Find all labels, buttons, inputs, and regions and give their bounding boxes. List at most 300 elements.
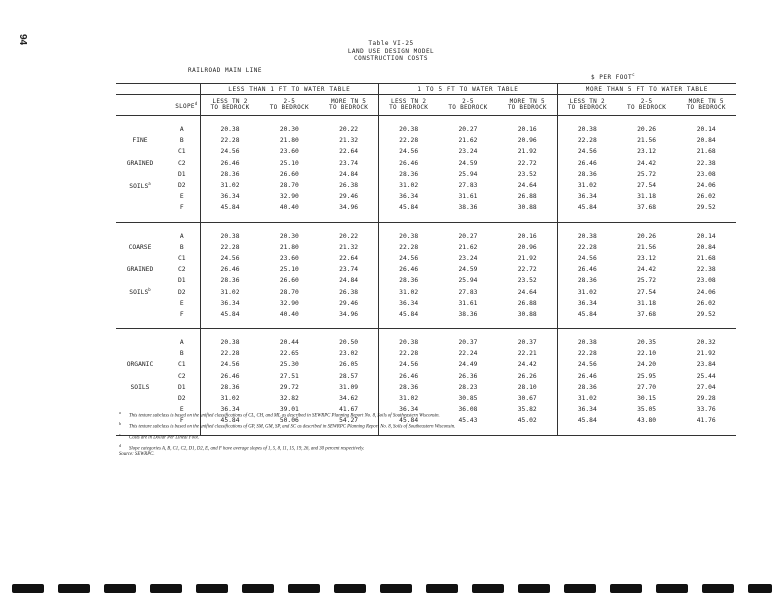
spacer-row — [116, 214, 736, 223]
cost-cell: 24.56 — [200, 146, 260, 157]
cost-cell: 21.62 — [458, 243, 478, 251]
spacer-cell — [557, 222, 617, 231]
slope-cell: B — [179, 137, 184, 145]
spacer-cell — [164, 214, 200, 223]
cost-cell: 43.80 — [637, 417, 657, 425]
slope-cell: D2 — [177, 288, 186, 296]
cost-cell: 45.84 — [200, 309, 260, 320]
cost-cell: 21.80 — [279, 137, 299, 145]
cost-cell: 28.10 — [517, 383, 537, 391]
cost-cell: 28.36 — [200, 169, 260, 180]
slope-cell: D1 — [177, 277, 186, 285]
cost-cell: 25.72 — [637, 277, 657, 285]
cost-cell: 20.32 — [696, 339, 716, 347]
cost-cell: 27.54 — [637, 182, 657, 190]
cost-cell: 23.74 — [339, 266, 359, 274]
column-header-line: TO BEDROCK — [269, 104, 309, 111]
cost-cell: 22.28 — [200, 348, 260, 359]
table-row — [116, 180, 736, 191]
cost-cell: 28.36 — [200, 275, 260, 286]
cost-cell: 26.26 — [517, 372, 537, 380]
column-header — [498, 95, 558, 116]
soil-label-text: FINE — [132, 137, 148, 145]
footnote — [119, 409, 759, 420]
spacer-cell — [260, 214, 320, 223]
cost-cell: 21.62 — [458, 137, 478, 145]
column-header-row — [116, 95, 736, 116]
cost-cell: 23.74 — [339, 159, 359, 167]
column-header-line: LESS TN 2 — [569, 98, 605, 105]
cost-cell: 24.56 — [200, 359, 260, 370]
column-header-line: 2-5 — [640, 98, 653, 105]
cost-cell: 21.56 — [637, 243, 657, 251]
cost-cell: 24.56 — [379, 253, 439, 264]
cost-cell: 24.56 — [557, 359, 617, 370]
spacer-cell — [379, 222, 439, 231]
cost-cell: 28.36 — [557, 275, 617, 286]
cost-cell: 26.46 — [379, 371, 439, 382]
cost-cell: 20.38 — [379, 337, 439, 348]
spacer-row — [116, 320, 736, 329]
cost-cell: 30.88 — [517, 310, 537, 318]
cost-cell: 28.23 — [458, 383, 478, 391]
cost-cell: 45.84 — [200, 415, 260, 426]
soil-label-text: GRAINED — [126, 266, 154, 274]
cost-cell: 30.15 — [637, 395, 657, 403]
cost-cell: 36.08 — [458, 406, 478, 414]
cost-cell: 20.35 — [637, 339, 657, 347]
table-row — [116, 124, 736, 135]
cost-cell: 26.46 — [200, 158, 260, 169]
cost-cell: 20.22 — [339, 232, 359, 240]
cost-cell: 22.28 — [379, 242, 439, 253]
cost-cell: 23.84 — [696, 361, 716, 369]
cost-cell: 31.02 — [379, 393, 439, 404]
spacer-cell — [116, 222, 164, 231]
cost-cell: 25.44 — [696, 372, 716, 380]
spacer-cell — [116, 214, 164, 223]
cost-cell: 24.64 — [517, 288, 537, 296]
table-row — [116, 264, 736, 275]
spacer-cell — [379, 329, 439, 338]
soil-label — [116, 348, 164, 359]
spacer-cell — [319, 329, 379, 338]
slope-cell: C2 — [177, 372, 186, 380]
cost-cell: 26.46 — [557, 264, 617, 275]
slope-cell: D1 — [177, 383, 186, 391]
spacer-cell — [200, 214, 260, 223]
footnote-text: This texture subclass is based on the unified classifications of CL, CH, and ML as described in SEWRPC Planning Report No. 8, Soils of Southeastern Wisconsin. — [129, 413, 440, 419]
soil-label-mark: b — [148, 287, 151, 293]
cost-cell: 24.42 — [517, 361, 537, 369]
cost-cell: 31.02 — [200, 180, 260, 191]
cost-cell: 31.02 — [557, 180, 617, 191]
cost-cell: 23.24 — [458, 254, 478, 262]
footnote-mark: d — [119, 442, 121, 448]
cost-cell: 31.02 — [379, 180, 439, 191]
cost-cell: 36.34 — [200, 191, 260, 202]
cost-cell: 36.34 — [200, 298, 260, 309]
cost-cell: 37.68 — [637, 310, 657, 318]
column-header-line: TO BEDROCK — [686, 104, 726, 111]
column-header-line: TO BEDROCK — [329, 104, 369, 111]
cost-cell: 26.46 — [379, 158, 439, 169]
cost-cell: 29.28 — [696, 395, 716, 403]
cost-cell: 54.27 — [339, 417, 359, 425]
cost-cell: 20.84 — [696, 243, 716, 251]
cost-cell: 24.59 — [458, 266, 478, 274]
subtitle-left: RAILROAD MAIN LINE — [188, 67, 263, 74]
cost-cell: 20.27 — [458, 126, 478, 134]
slope-cell: D2 — [177, 395, 186, 403]
column-header-line: 2-5 — [283, 98, 296, 105]
cost-cell: 35.82 — [517, 406, 537, 414]
cost-cell: 22.28 — [379, 135, 439, 146]
cost-cell: 24.59 — [458, 159, 478, 167]
cost-cell: 31.02 — [557, 286, 617, 297]
spacer-row — [116, 329, 736, 338]
spacer-cell — [319, 320, 379, 329]
group-header: 1 TO 5 FT TO WATER TABLE — [379, 84, 558, 95]
cost-cell: 21.68 — [696, 148, 716, 156]
soil-label-text: GRAINED — [126, 159, 154, 167]
cost-cell: 20.27 — [458, 232, 478, 240]
cost-cell: 34.96 — [339, 204, 359, 212]
spacer-cell — [260, 329, 320, 338]
slope-cell: E — [179, 193, 184, 201]
spacer-cell — [260, 116, 320, 125]
slope-header-text: SLOPE — [175, 102, 195, 110]
soil-label — [116, 231, 164, 242]
spacer-cell — [438, 222, 498, 231]
cost-cell: 25.10 — [279, 159, 299, 167]
cost-cell: 23.12 — [637, 148, 657, 156]
spacer-cell — [319, 222, 379, 231]
slope-cell: E — [179, 299, 184, 307]
film-mark — [564, 584, 596, 593]
cost-cell: 25.72 — [637, 170, 657, 178]
cost-cell: 29.52 — [696, 204, 716, 212]
column-header — [676, 95, 736, 116]
cost-cell: 20.38 — [557, 124, 617, 135]
cost-cell: 36.34 — [379, 404, 439, 415]
subtitle-right — [591, 72, 635, 81]
film-mark — [104, 584, 136, 593]
cost-cell: 21.32 — [339, 243, 359, 251]
cost-table — [116, 83, 736, 436]
cost-cell: 22.21 — [517, 350, 537, 358]
slope-cell: B — [179, 350, 184, 358]
cost-cell: 28.36 — [379, 382, 439, 393]
cost-cell: 26.46 — [200, 371, 260, 382]
table-row — [116, 337, 736, 348]
cost-cell: 23.60 — [279, 148, 299, 156]
cost-cell: 36.34 — [379, 298, 439, 309]
cost-cell: 20.96 — [517, 137, 537, 145]
column-header-line: MORE TN 5 — [688, 98, 724, 105]
soil-label — [116, 393, 164, 404]
cost-cell: 24.56 — [379, 146, 439, 157]
cost-cell: 41.67 — [339, 406, 359, 414]
cost-cell: 50.06 — [279, 417, 299, 425]
cost-cell: 24.06 — [696, 182, 716, 190]
cost-cell: 38.36 — [458, 310, 478, 318]
cost-cell: 36.34 — [557, 404, 617, 415]
table-row — [116, 298, 736, 309]
film-mark — [656, 584, 688, 593]
cost-cell: 27.83 — [458, 288, 478, 296]
cost-cell: 31.61 — [458, 299, 478, 307]
cost-cell: 22.28 — [200, 135, 260, 146]
slope-cell: F — [179, 417, 184, 425]
cost-cell: 26.02 — [696, 193, 716, 201]
cost-cell: 24.64 — [517, 182, 537, 190]
cost-cell: 21.92 — [517, 148, 537, 156]
spacer-row — [116, 222, 736, 231]
spacer-cell — [116, 116, 164, 125]
cost-cell: 26.60 — [279, 277, 299, 285]
cost-cell: 28.70 — [279, 288, 299, 296]
cost-cell: 31.18 — [637, 299, 657, 307]
cost-cell: 31.61 — [458, 193, 478, 201]
cost-cell: 24.56 — [557, 146, 617, 157]
cost-cell: 31.09 — [339, 383, 359, 391]
cost-cell: 26.38 — [339, 182, 359, 190]
spacer-cell — [164, 222, 200, 231]
spacer-cell — [438, 214, 498, 223]
cost-cell: 20.16 — [517, 126, 537, 134]
cost-cell: 29.46 — [339, 193, 359, 201]
soil-label — [116, 286, 164, 297]
footnote-text: This texture subclass is based on the unified classifications of GP, SM, GM, SP, and SC as described in SEWRPC Planning Report No. 8, Soils of Southeastern Wisconsin. — [129, 424, 456, 430]
spacer-cell — [617, 116, 677, 125]
spacer-cell — [557, 214, 617, 223]
soil-label — [116, 359, 164, 370]
spacer-cell — [676, 320, 736, 329]
spacer-cell — [617, 222, 677, 231]
table-row — [116, 231, 736, 242]
spacer-cell — [498, 329, 558, 338]
cost-cell: 21.56 — [637, 137, 657, 145]
spacer-cell — [438, 329, 498, 338]
cost-cell: 27.83 — [458, 182, 478, 190]
cost-cell: 45.84 — [557, 309, 617, 320]
slope-cell: C1 — [177, 148, 186, 156]
cost-cell: 37.68 — [637, 204, 657, 212]
film-mark — [196, 584, 228, 593]
soil-label — [116, 371, 164, 382]
column-header-line: TO BEDROCK — [567, 104, 607, 111]
spacer-cell — [164, 320, 200, 329]
cost-cell: 33.76 — [696, 406, 716, 414]
footnote-mark: b — [119, 420, 121, 426]
spacer-cell — [557, 116, 617, 125]
spacer-cell — [557, 329, 617, 338]
slope-cell: D1 — [177, 170, 186, 178]
cost-cell: 24.20 — [637, 361, 657, 369]
spacer-cell — [116, 320, 164, 329]
cost-cell: 20.14 — [696, 232, 716, 240]
cost-cell: 24.84 — [339, 277, 359, 285]
table-row — [116, 135, 736, 146]
slope-header-mark: d — [194, 100, 198, 106]
cost-cell: 20.84 — [696, 137, 716, 145]
soil-label — [116, 135, 164, 146]
cost-cell: 20.22 — [339, 126, 359, 134]
film-mark — [150, 584, 182, 593]
soil-label — [116, 275, 164, 286]
cost-cell: 21.32 — [339, 137, 359, 145]
soil-label-text: SOILS — [130, 383, 150, 391]
cost-cell: 20.38 — [557, 337, 617, 348]
spacer-cell — [498, 214, 558, 223]
film-mark — [610, 584, 642, 593]
cost-cell: 28.36 — [379, 169, 439, 180]
table-row — [116, 393, 736, 404]
cost-cell: 22.65 — [279, 350, 299, 358]
cost-cell: 45.02 — [517, 417, 537, 425]
footnote-text: Slope categories A, B, C1, C2, D1, D2, E, and F have average slopes of 1, 5, 8, 11, 15, 19, 26, and 30 percent respectively. — [129, 446, 365, 452]
table-row — [116, 169, 736, 180]
cost-cell: 21.80 — [279, 243, 299, 251]
slope-cell: A — [179, 126, 184, 134]
column-header — [200, 95, 260, 116]
spacer-cell — [164, 116, 200, 125]
soil-label — [116, 158, 164, 169]
film-mark — [334, 584, 366, 593]
cost-cell: 45.43 — [458, 417, 478, 425]
slope-cell: D2 — [177, 182, 186, 190]
cost-cell: 21.92 — [517, 254, 537, 262]
cost-cell: 26.36 — [458, 372, 478, 380]
footnote-mark: a — [119, 410, 121, 415]
soil-label — [116, 242, 164, 253]
slope-cell: C2 — [177, 159, 186, 167]
slope-cell: C2 — [177, 266, 186, 274]
table-row — [116, 382, 736, 393]
cost-cell: 25.94 — [458, 277, 478, 285]
column-header-line: TO BEDROCK — [507, 104, 547, 111]
cost-cell: 39.01 — [279, 406, 299, 414]
spacer-cell — [164, 329, 200, 338]
column-header — [557, 95, 617, 116]
cost-cell: 22.28 — [557, 348, 617, 359]
cost-cell: 20.37 — [458, 339, 478, 347]
cost-cell: 20.96 — [517, 243, 537, 251]
table-title-line2: CONSTRUCTION COSTS — [353, 55, 429, 62]
film-mark — [472, 584, 504, 593]
cost-cell: 23.08 — [696, 277, 716, 285]
cost-cell: 36.34 — [557, 191, 617, 202]
cost-cell: 20.30 — [279, 232, 299, 240]
cost-cell: 22.38 — [696, 159, 716, 167]
cost-cell: 36.34 — [557, 298, 617, 309]
table-row — [116, 191, 736, 202]
slope-cell: C1 — [177, 254, 186, 262]
cost-cell: 22.72 — [517, 266, 537, 274]
cost-cell: 29.52 — [696, 310, 716, 318]
cost-cell: 45.84 — [379, 415, 439, 426]
cost-cell: 24.49 — [458, 361, 478, 369]
cost-cell: 25.10 — [279, 266, 299, 274]
spacer-cell — [498, 222, 558, 231]
cost-cell: 22.28 — [200, 242, 260, 253]
spacer-cell — [617, 214, 677, 223]
soil-label — [116, 253, 164, 264]
cost-cell: 28.70 — [279, 182, 299, 190]
page-number: 94 — [17, 34, 28, 46]
footnotes — [119, 409, 759, 453]
film-marks — [0, 584, 782, 594]
cost-cell: 34.96 — [339, 310, 359, 318]
soil-label — [116, 191, 164, 202]
cost-cell: 45.84 — [379, 309, 439, 320]
cost-cell: 22.64 — [339, 254, 359, 262]
cost-cell: 26.46 — [557, 158, 617, 169]
cost-cell: 20.16 — [517, 232, 537, 240]
cost-cell: 25.95 — [637, 372, 657, 380]
cost-cell: 26.38 — [339, 288, 359, 296]
table-body — [116, 116, 736, 436]
cost-cell: 23.60 — [279, 254, 299, 262]
spacer-cell — [260, 320, 320, 329]
soil-label — [116, 124, 164, 135]
footnote-text: Costs are in Dollar Per Lineal Foot. — [129, 435, 200, 441]
cost-cell: 22.28 — [557, 135, 617, 146]
spacer-cell — [319, 214, 379, 223]
cost-cell: 32.82 — [279, 395, 299, 403]
spacer-cell — [498, 320, 558, 329]
cost-cell: 20.38 — [200, 124, 260, 135]
cost-cell: 41.76 — [696, 417, 716, 425]
spacer-cell — [438, 116, 498, 125]
table-row — [116, 359, 736, 370]
spacer-cell — [557, 320, 617, 329]
cost-cell: 31.02 — [557, 393, 617, 404]
spacer-cell — [200, 320, 260, 329]
spacer-cell — [676, 116, 736, 125]
cost-cell: 24.84 — [339, 170, 359, 178]
cost-cell: 34.62 — [339, 395, 359, 403]
cost-cell: 22.28 — [557, 242, 617, 253]
cost-cell: 22.10 — [637, 350, 657, 358]
cost-cell: 35.05 — [637, 406, 657, 414]
spacer-cell — [379, 320, 439, 329]
footnote — [119, 442, 759, 453]
table-row — [116, 371, 736, 382]
column-header — [438, 95, 498, 116]
column-header-line: LESS TN 2 — [212, 98, 248, 105]
footnote — [119, 431, 759, 442]
cost-cell: 20.30 — [279, 126, 299, 134]
column-header — [260, 95, 320, 116]
table-row — [116, 158, 736, 169]
cost-cell: 27.70 — [637, 383, 657, 391]
column-header-line: MORE TN 5 — [331, 98, 367, 105]
spacer-cell — [260, 222, 320, 231]
cost-cell: 29.46 — [339, 299, 359, 307]
cost-cell: 26.88 — [517, 299, 537, 307]
footnote-mark: c — [119, 431, 121, 437]
cost-cell: 26.02 — [696, 299, 716, 307]
cost-cell: 23.02 — [339, 350, 359, 358]
cost-cell: 22.24 — [458, 350, 478, 358]
cost-cell: 32.90 — [279, 193, 299, 201]
cost-cell: 26.88 — [517, 193, 537, 201]
cost-cell: 27.04 — [696, 383, 716, 391]
slope-cell: C1 — [177, 361, 186, 369]
table-row — [116, 146, 736, 157]
